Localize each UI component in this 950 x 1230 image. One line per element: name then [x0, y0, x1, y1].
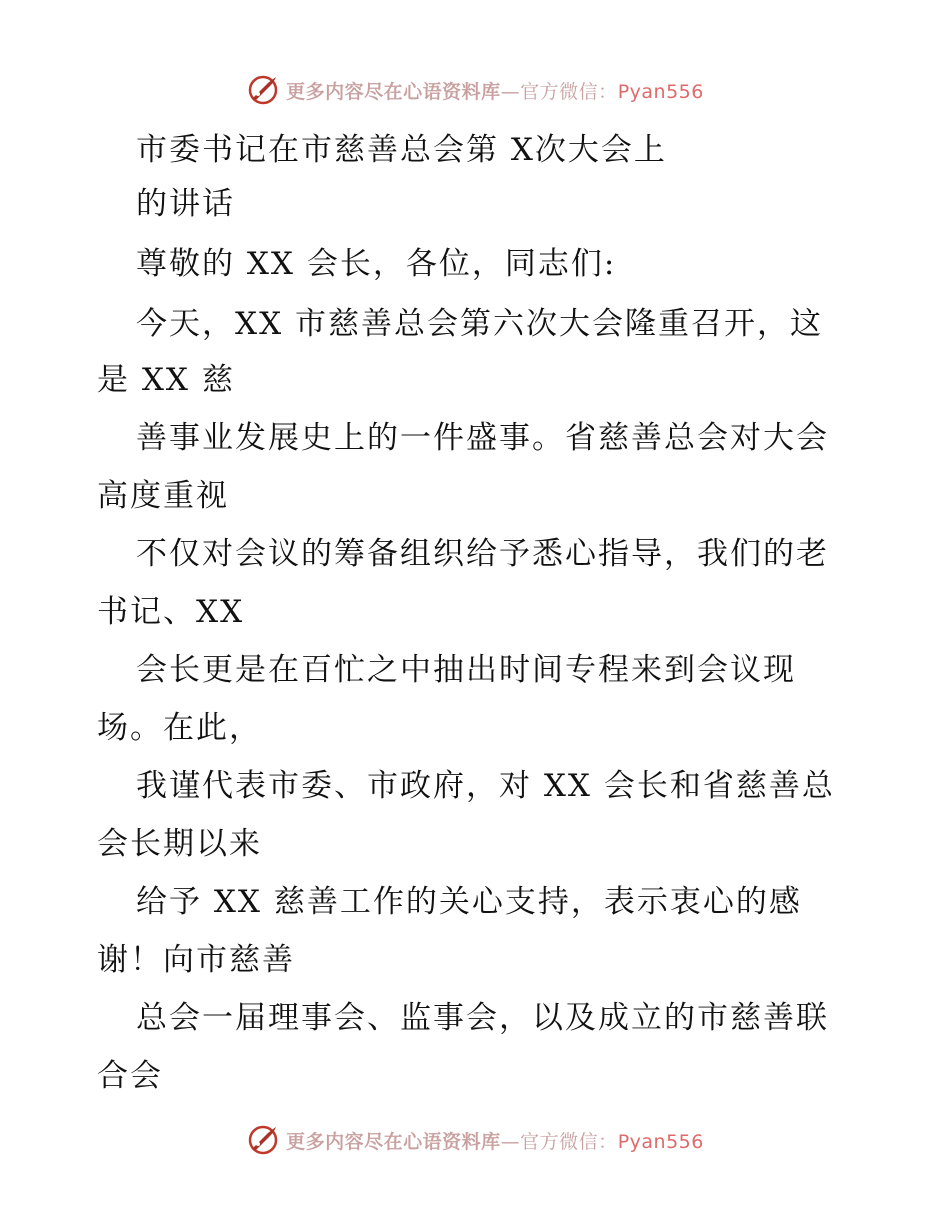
watermark-label: 官方微信：	[520, 80, 618, 103]
paragraph-line: 高度重视	[97, 478, 229, 514]
quill-circle-icon	[246, 73, 280, 107]
paragraph-line: 书记、XX	[97, 594, 245, 630]
paragraph-line: 今天，XX 市慈善总会第六次大会隆重召开，这	[136, 306, 823, 342]
paragraph-line: 给予 XX 慈善工作的关心支持，表示衷心的感	[136, 884, 802, 920]
watermark-main-text: 更多内容尽在心语资料库	[286, 1130, 501, 1153]
paragraph-line: 不仅对会议的筹备组织给予悉心指导，我们的老	[136, 536, 829, 572]
paragraph-line: 会长期以来	[97, 826, 262, 862]
document-title-line-2: 的讲话	[136, 186, 235, 222]
paragraph-line: 我谨代表市委、市政府，对 XX 会长和省慈善总	[136, 768, 835, 804]
watermark-dash: —	[500, 1130, 521, 1153]
watermark-dash: —	[500, 80, 521, 103]
quill-circle-icon	[246, 1123, 280, 1157]
watermark-main-text: 更多内容尽在心语资料库	[286, 80, 501, 103]
paragraph-line: 总会一届理事会、监事会，以及成立的市慈善联	[136, 1000, 829, 1036]
paragraph-line: 合会	[97, 1058, 163, 1094]
paragraph-line: 善事业发展史上的一件盛事。省慈善总会对大会	[136, 420, 829, 456]
document-title-line-1: 市委书记在市慈善总会第 X次大会上	[136, 132, 667, 168]
paragraph-line: 谢！向市慈善	[97, 942, 295, 978]
paragraph-line: 会长更是在百忙之中抽出时间专程来到会议现	[136, 652, 796, 688]
header-watermark	[0, 70, 950, 110]
watermark-label: 官方微信：	[520, 1130, 618, 1153]
paragraph-line: 是 XX 慈	[97, 362, 235, 398]
footer-watermark	[0, 1120, 950, 1160]
paragraph-line: 场。在此，	[97, 710, 262, 746]
watermark-handle: Pyan556	[617, 80, 704, 103]
watermark-handle: Pyan556	[617, 1130, 704, 1153]
salutation: 尊敬的 XX 会长，各位，同志们:	[136, 246, 617, 282]
